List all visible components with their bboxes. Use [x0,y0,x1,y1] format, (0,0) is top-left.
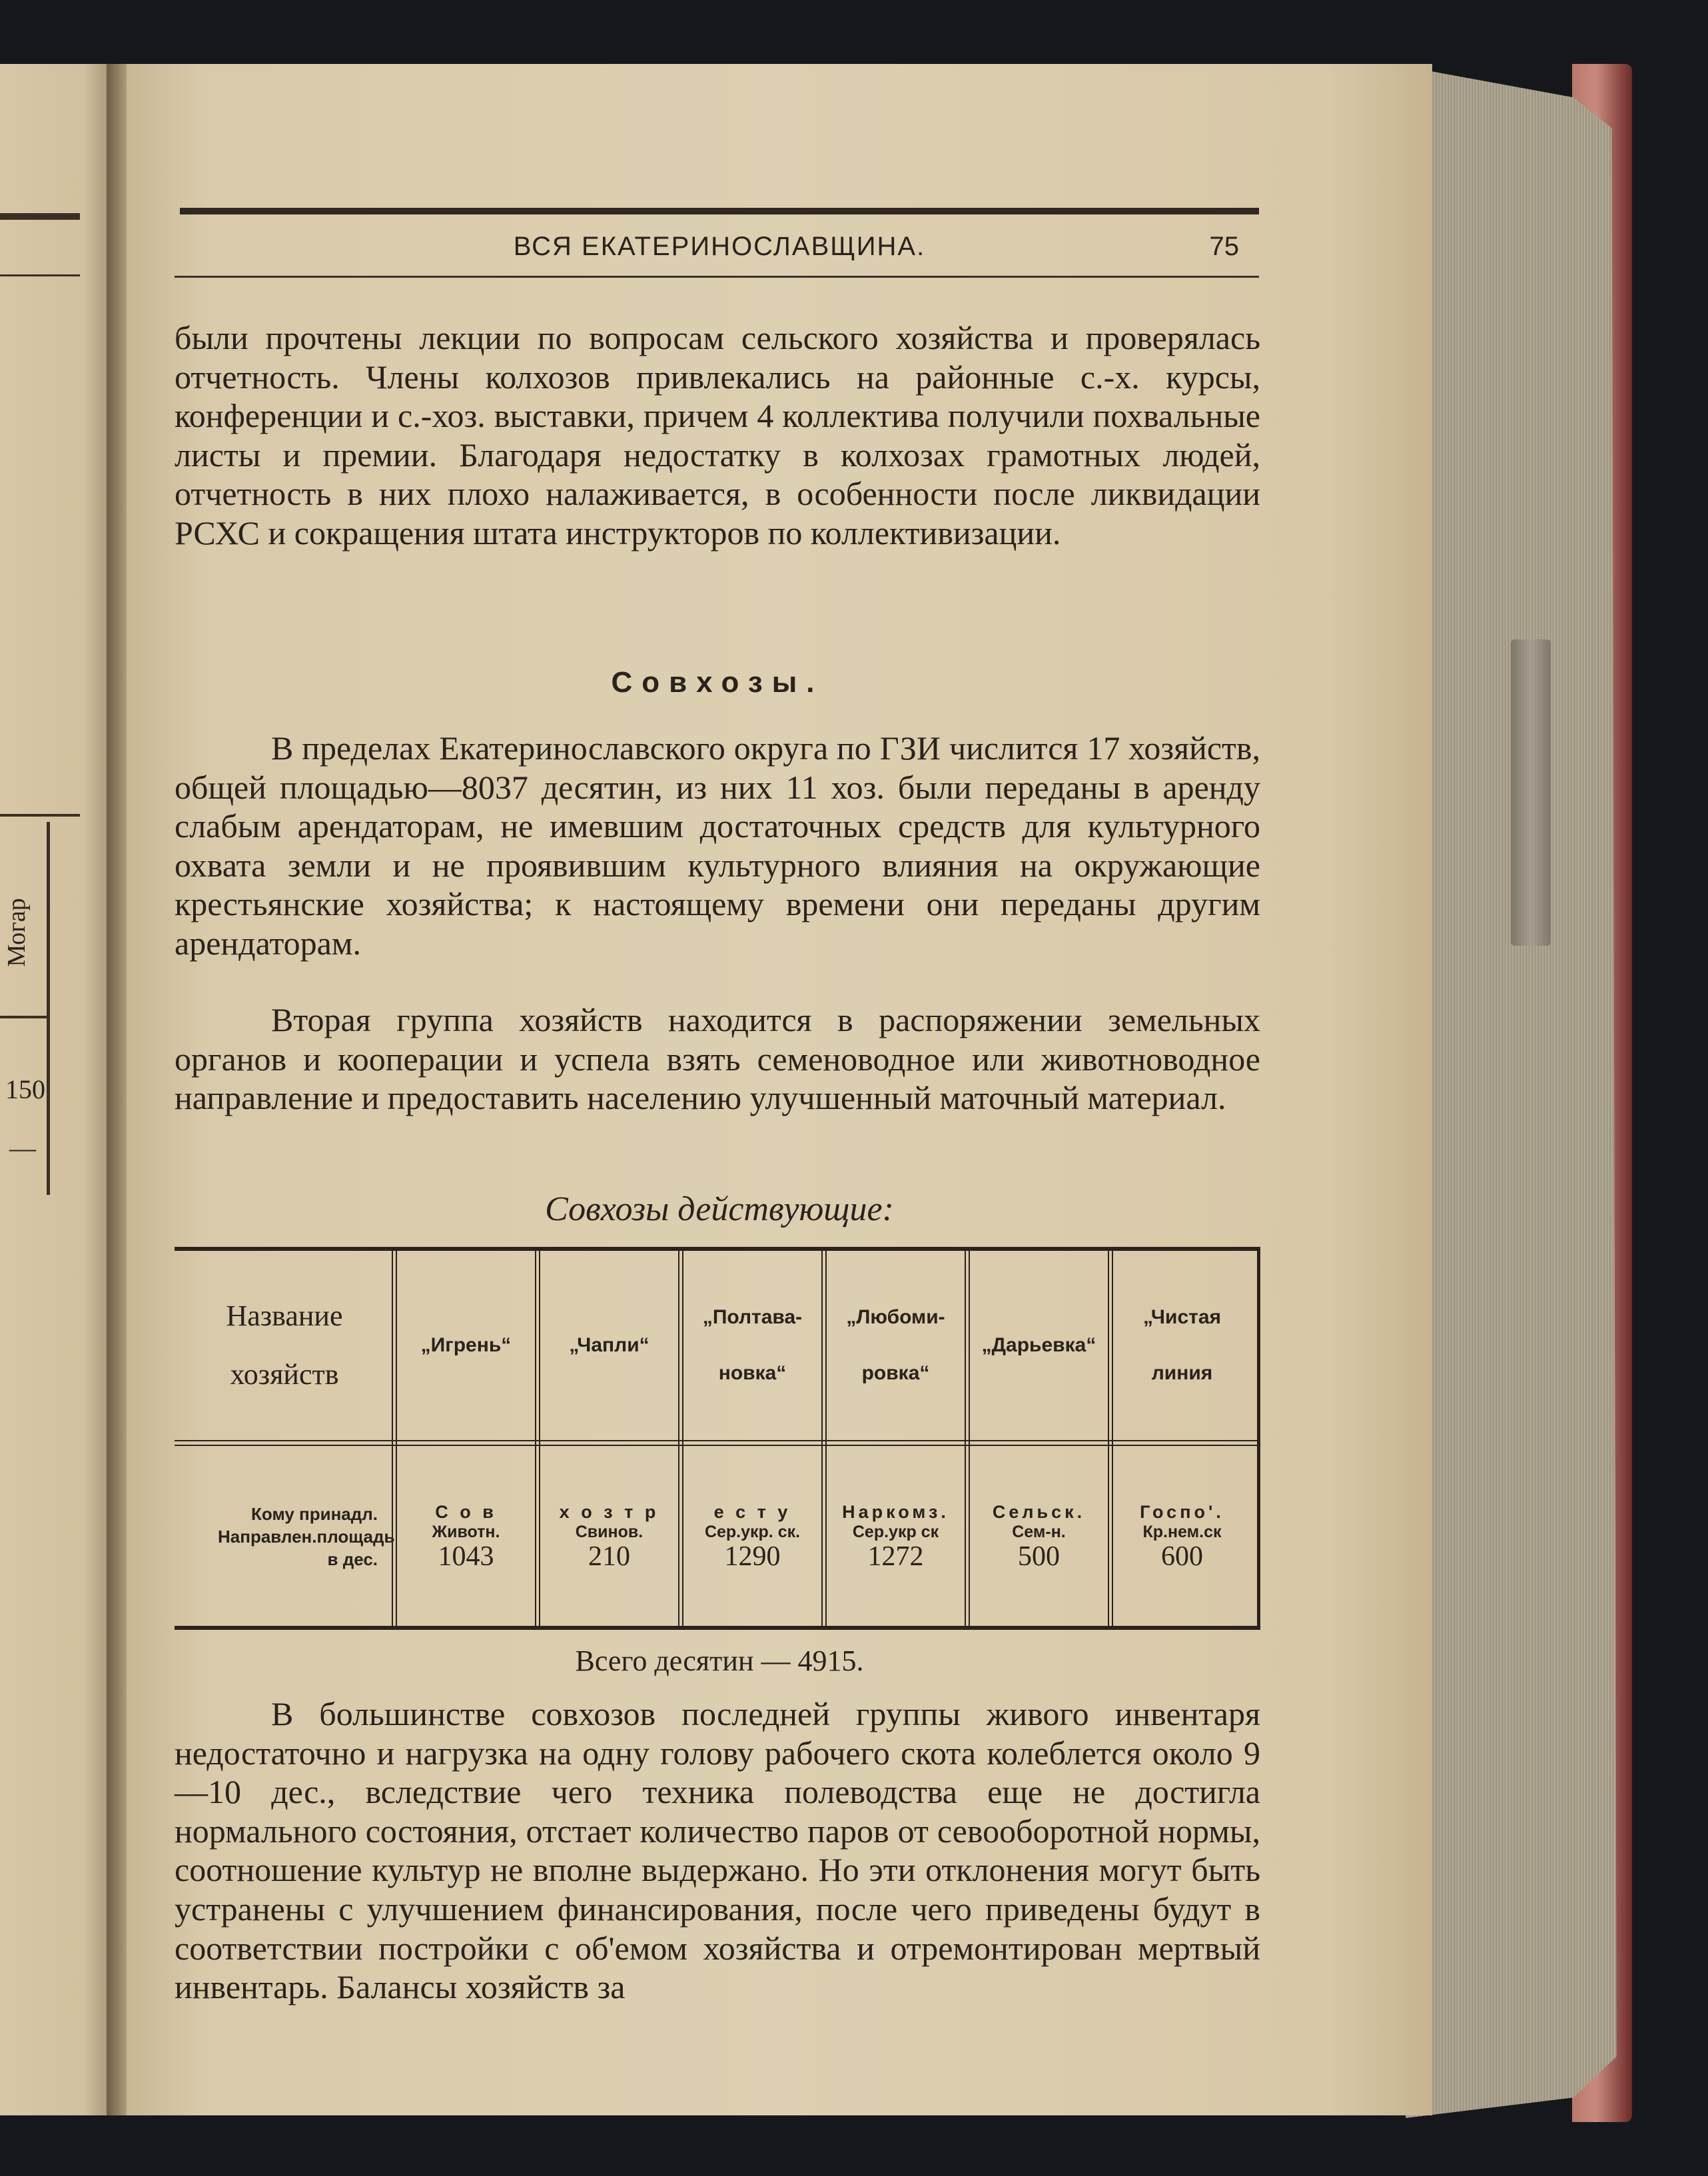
table-header-sovkhoz [538,1251,681,1440]
table-cell-area: 500 [1018,1541,1060,1572]
table-header-sovkhoz [824,1251,967,1440]
table-data-cell [824,1447,967,1627]
table-cell-area: 1272 [867,1541,924,1572]
table-cell-direction: Сем-н. [1012,1523,1066,1541]
page-clip-shadow [1511,639,1551,946]
paragraph-2: В пределах Екатеринославского округа по ГЗИ числится 17 хозяйств, общей площадью—8037 десятин, из них 11 хоз. были переданы в аренду слабым арендаторам, не имевшим достаточных средств для культурного охвата земли и не проявившим культурного влияния на окружающие крестьянские хозяйства; к настоящему времени они переданы другим арендаторам. [175,729,1260,962]
section-heading-wrap [175,666,1260,706]
left-page-header-rule [0,213,80,220]
table-header-name-text: Название хозяйств [226,1299,343,1391]
table-header-sovkhoz [967,1251,1110,1440]
header-thin-rule [175,276,1259,278]
table-cell-owner: С о в [435,1502,497,1522]
table-cell-owner: е с т у [713,1502,791,1522]
left-table-header-mogar: Могар [3,898,31,967]
paragraph-4: В большинстве совхозов последней группы живого инвентаря недостаточно и нагрузка на одну голову рабочего скота колеблется около 9—10 дес., вследствие чего техника полеводства еще не достигла нормального состояния, отстает количество паров от севооборотной нормы, соотношение культур не вполне выдержано. Но эти отклонения могут быть устранены с улучшением финансирования, после чего приведены будут в соответствии постройки с об'емом хозяйства и отремонтирован мертвый инвентарь. Балансы хозяйств за [175,1695,1260,2006]
table-header-double-rule [175,1440,1260,1446]
table-row-label-cell [175,1447,394,1627]
left-table-top-rule [0,814,80,817]
table-data-cell [1110,1447,1254,1627]
table-cell-owner: Госпо'. [1140,1502,1224,1522]
left-table-value: 150 [5,1074,45,1104]
table-data-cell [394,1447,538,1627]
table-header-sovkhoz-name: „Игрень“ [420,1334,512,1356]
page-block-edge [1406,67,1645,2118]
section-heading: Совхозы. [611,666,824,699]
table-header-sovkhoz [394,1251,538,1440]
table-cell-owner: Наркомз. [842,1502,949,1522]
left-table-column-rule [47,822,50,1195]
table-data-cell [967,1447,1110,1627]
left-page-header-thin-rule [0,274,80,276]
table-data-cell [538,1447,681,1627]
table-right-border [1257,1247,1260,1630]
table-header-sovkhoz [681,1251,824,1440]
table-cell-direction: Сер.укр ск [852,1523,939,1541]
table-header-sovkhoz [1110,1251,1254,1440]
table-data-cell [681,1447,824,1627]
table-header-sovkhoz-name: „Любоми-ровка“ [846,1306,945,1384]
table-cell-area: 210 [588,1541,630,1572]
table-header-sovkhoz-name: „Полтава-новка“ [702,1306,803,1384]
paragraph-1: были прочтены лекции по вопросам сельского хозяйства и проверялась отчетность. Члены колхозов привлекались на районные с.-х. курсы, конференции и с.-хоз. выставки, причем 4 коллектива получили похвальные листы и премии. Благодаря недостатку в колхозах грамотных людей, отчетность в них плохо налаживается, в особенности после ликвидации РСХС и сокращения штата инструкторов по коллективизации. [175,319,1260,551]
table-header-name [175,1251,394,1440]
table-header-sovkhoz-name: „Дарьевка“ [981,1334,1096,1356]
table-cell-direction: Кр.нем.ск [1142,1523,1222,1541]
table-cell-direction: Животн. [432,1523,500,1541]
page-number: 75 [1209,232,1239,261]
table-cell-direction: Свинов. [575,1523,643,1541]
table-header-sovkhoz-name: „Чистая линия [1142,1306,1222,1384]
table-row-label: Кому принадл. Направлен.площадь в дес. [218,1504,395,1569]
table-header-sovkhoz-name: „Чапли“ [569,1334,649,1356]
table-cell-owner: Сельск. [992,1502,1086,1522]
header-thick-rule [180,208,1259,214]
sovkhoz-table [175,1247,1260,1630]
paragraph-3: Вторая группа хозяйств находится в распоряжении земельных органов и кооперации и успела взять семеноводное или животноводное направление и предоставить населению улучшенный маточный материал. [175,1001,1260,1117]
table-cell-area: 1290 [724,1541,781,1572]
table-cell-area: 1043 [438,1541,494,1572]
table-cell-area: 600 [1161,1541,1203,1572]
left-table-dash: — [9,1133,36,1163]
table-cell-owner: х о з т р [559,1502,659,1522]
running-title: ВСЯ ЕКАТЕРИНОСЛАВЩИНА. [513,232,926,261]
table-total: Всего десятин — 4915. [575,1644,864,1677]
table-cell-direction: Сер.укр. ск. [704,1523,801,1541]
left-table-mid-rule [0,1016,48,1018]
table-caption: Совхозы действующие: [545,1190,894,1228]
